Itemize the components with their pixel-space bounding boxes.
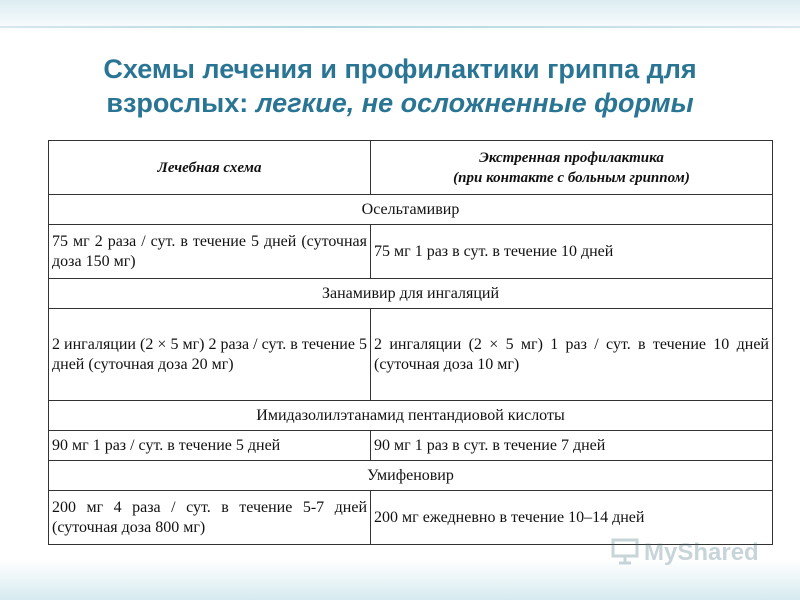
- watermark-logo: [610, 536, 770, 570]
- title-line-2-italic: легкие, не осложненные формы: [255, 88, 694, 118]
- drug-name-cell: Имидазолилэтанамид пентандиовой кислоты: [49, 401, 773, 431]
- drug-name-row: [49, 195, 773, 225]
- prophylaxis-cell: 2 ингаляции (2 × 5 мг) 1 раз / сут. в течение 10 дней (суточная доза 10 мг): [371, 309, 773, 401]
- treatment-cell: 2 ингаляции (2 × 5 мг) 2 раза / сут. в течение 5 дней (суточная доза 20 мг): [49, 309, 371, 401]
- drug-name-cell: Умифеновир: [49, 461, 773, 491]
- dosage-row: [49, 225, 773, 279]
- treatment-cell: 75 мг 2 раза / сут. в течение 5 дней (суточная доза 150 мг): [49, 225, 371, 279]
- slide-title: [20, 52, 780, 120]
- top-decoration-band: [0, 0, 800, 34]
- presentation-board-icon: [610, 536, 640, 571]
- dosage-row: [49, 431, 773, 461]
- drug-name-row: [49, 279, 773, 309]
- drug-name-row: [49, 461, 773, 491]
- prophylaxis-cell: 90 мг 1 раз в сут. в течение 7 дней: [371, 431, 773, 461]
- header-prophylaxis-line-2: (при контакте с больным гриппом): [453, 169, 690, 186]
- title-line-2: [20, 86, 780, 120]
- treatment-cell: 200 мг 4 раза / сут. в течение 5-7 дней (суточная доза 800 мг): [49, 491, 371, 545]
- title-line-1: Схемы лечения и профилактики гриппа для: [103, 54, 697, 84]
- prophylaxis-cell: 75 мг 1 раз в сут. в течение 10 дней: [371, 225, 773, 279]
- header-treatment: Лечебная схема: [49, 141, 371, 195]
- top-decoration-line: [0, 26, 800, 28]
- header-prophylaxis-line-1: Экстренная профилактика: [479, 149, 664, 166]
- drug-name-cell: Занамивир для ингаляций: [49, 279, 773, 309]
- treatment-cell: 90 мг 1 раз / сут. в течение 5 дней: [49, 431, 371, 461]
- watermark-text: MyShared: [644, 539, 759, 566]
- table-header-row: [49, 141, 773, 195]
- drug-name-row: [49, 401, 773, 431]
- drug-name-cell: Осельтамивир: [49, 195, 773, 225]
- prophylaxis-cell: 200 мг ежедневно в течение 10–14 дней: [371, 491, 773, 545]
- treatment-table: [48, 140, 773, 545]
- header-prophylaxis: [371, 141, 773, 195]
- title-line-2-plain: взрослых:: [106, 88, 256, 118]
- dosage-row: [49, 309, 773, 401]
